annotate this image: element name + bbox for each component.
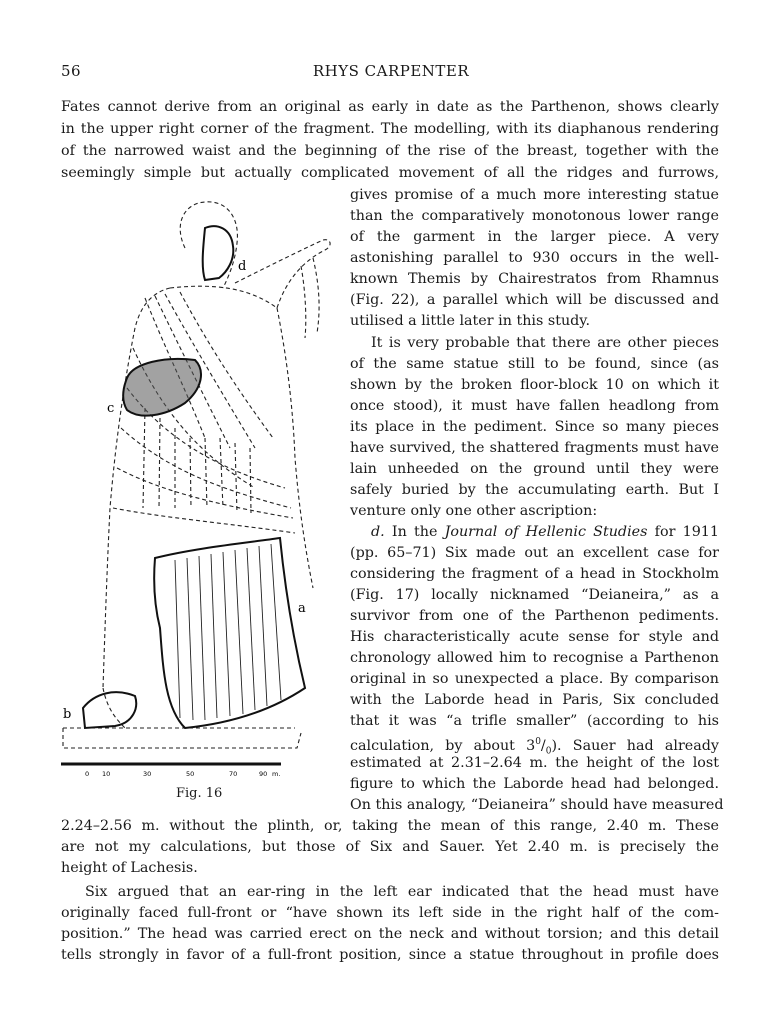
scale-tick: 30: [143, 770, 152, 778]
label-b: b: [63, 707, 72, 722]
text-run: ). Sauer had already: [551, 737, 719, 754]
body-line: 2.24–2.56 m. without the plinth, or, taking the mean of this range, 2.40 m. These: [61, 818, 719, 834]
text-run: In the: [384, 524, 445, 540]
column-line: once stood), it must have fallen headlong from: [350, 398, 719, 414]
running-head: RHYS CARPENTER: [312, 62, 470, 80]
label-c: c: [107, 401, 115, 416]
column-line: gives promise of a much more interesting statue: [350, 187, 719, 203]
scale-tick: 70: [229, 770, 238, 778]
body-line: position.” The head was carried erect on the neck and without torsion; and this detail: [61, 926, 719, 942]
column-line: considering the fragment of a head in Stockholm: [350, 566, 719, 582]
scale-bar: [61, 764, 281, 778]
column-line: (pp. 65–71) Six made out an excellent case for: [350, 545, 719, 561]
column-line: safely buried by the accumulating earth. But I: [350, 482, 719, 498]
body-line: of the narrowed waist and the beginning of the rise of the breast, together with the: [61, 143, 719, 159]
column-line: its place in the pediment. Since so many pieces: [350, 419, 719, 435]
text-run: calculation, by about 3: [350, 737, 536, 754]
label-a: a: [298, 601, 306, 616]
figure-caption: Fig. 16: [176, 786, 223, 801]
column-line: astonishing parallel to 930 occurs in the well-: [350, 250, 719, 266]
column-line: of the garment in the larger piece. A very: [350, 229, 719, 245]
body-line: seemingly simple but actually complicated movement of all the ridges and furrows,: [61, 165, 719, 181]
column-line: known Themis by Chairestratos from Rhamnus: [350, 271, 719, 287]
body-line: height of Lachesis.: [61, 860, 198, 876]
column-line: [371, 522, 719, 542]
column-line: that it was “a trifle smaller” (according to his: [350, 713, 719, 729]
column-line: survivor from one of the Parthenon pediments.: [350, 608, 719, 624]
scale-tick: m.: [272, 770, 281, 778]
body-line: are not my calculations, but those of Six and Sauer. Yet 2.40 m. is precisely the: [61, 839, 719, 855]
column-line: have survived, the shattered fragments must have: [350, 440, 719, 456]
scale-tick: 50: [186, 770, 195, 778]
column-line: chronology allowed him to recognise a Parthenon: [350, 650, 719, 666]
column-line: His characteristically acute sense for style and: [350, 629, 719, 645]
column-line: utilised a little later in this study.: [350, 313, 591, 329]
column-line: shown by the broken floor-block 10 on which it: [350, 377, 719, 393]
scale-tick: 10: [102, 770, 111, 778]
column-line: original in so unexpected a place. By comparison: [350, 671, 719, 687]
text-run: for 1911: [647, 524, 719, 540]
column-line: It is very probable that there are other pieces: [371, 335, 719, 351]
page-number: 56: [61, 62, 82, 80]
column-line: figure to which the Laborde head had belonged.: [350, 776, 719, 792]
column-line: than the comparatively monotonous lower range: [350, 208, 719, 224]
column-line: (Fig. 22), a parallel which will be discussed and: [350, 292, 719, 308]
percent-sub: 0: [545, 746, 552, 757]
column-line: venture only one other ascription:: [350, 503, 598, 519]
body-line: in the upper right corner of the fragment. The modelling, with its diaphanous rendering: [61, 121, 719, 137]
body-line: tells strongly in favor of a full-front position, since a statue throughout in profile does: [61, 947, 719, 963]
column-line: (Fig. 17) locally nicknamed “Deianeira,” as a: [350, 587, 719, 603]
column-line: estimated at 2.31–2.64 m. the height of the lost: [350, 755, 719, 771]
column-line: On this analogy, “Deianeira” should have measured: [350, 797, 724, 813]
journal-title: Journal of Hellenic Studies: [444, 524, 648, 540]
column-line: of the same statue still to be found, since (as: [350, 356, 719, 372]
statue-reconstruction-figure: [55, 188, 345, 798]
scale-tick: 0: [85, 770, 90, 778]
percent-sup: 0: [535, 737, 541, 747]
column-line: lain unheeded on the ground until they were: [350, 461, 719, 477]
body-line: Fates cannot derive from an original as early in date as the Parthenon, shows clearly: [61, 99, 719, 115]
body-line: originally faced full-front or “have shown its left side in the right half of the com-: [61, 905, 719, 921]
section-letter: d.: [371, 524, 385, 540]
body-line: Six argued that an ear-ring in the left ear indicated that the head must have: [85, 884, 719, 900]
scale-tick: 90: [259, 770, 268, 778]
label-d: d: [238, 259, 247, 274]
text-run: /: [540, 737, 546, 754]
column-line: with the Laborde head in Paris, Six concluded: [350, 692, 719, 708]
